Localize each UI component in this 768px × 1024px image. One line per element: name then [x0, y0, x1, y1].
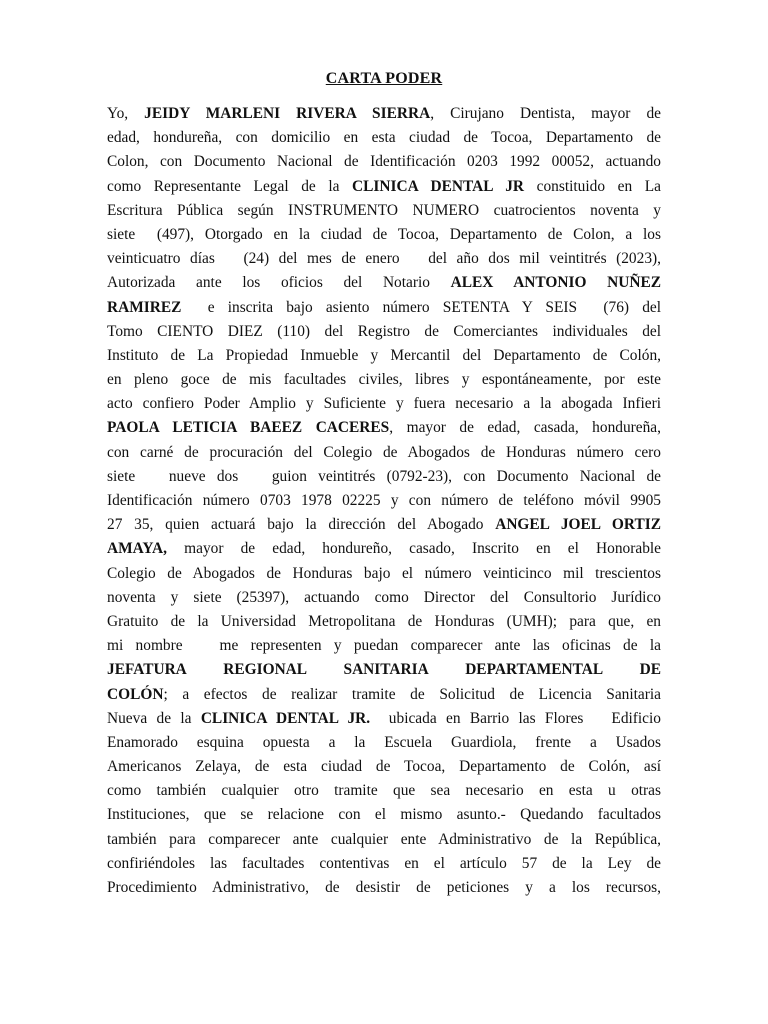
text-run: Colegio de Abogados de Honduras bajo el número veinticinco mil trescientos	[107, 564, 661, 582]
text-line	[107, 634, 661, 658]
text-run: Instituciones, que se relacione con el mismo asunto.- Quedando facultados	[107, 806, 661, 824]
text-line	[107, 223, 661, 247]
text-line	[107, 368, 661, 392]
text-line	[107, 247, 661, 271]
text-run: mayor de edad, hondureño, casado, Inscrito en el Honorable	[167, 540, 661, 558]
text-run: siete (497), Otorgado en la ciudad de Tocoa, Departamento de Colon, a los	[107, 225, 661, 243]
bold-text-run: ANGEL JOEL ORTIZ	[495, 516, 661, 534]
text-line	[107, 175, 661, 199]
text-run: Procedimiento Administrativo, de desistir de peticiones y a los recursos,	[107, 879, 661, 896]
text-run: 27 35, quien actuará bajo la dirección del Abogado	[107, 516, 496, 534]
text-line	[107, 852, 661, 876]
bold-text-run: JEFATURA REGIONAL SANITARIA DEPARTAMENTAL DE	[107, 661, 661, 679]
text-line	[107, 779, 661, 803]
document-body	[107, 102, 661, 900]
text-line	[107, 416, 661, 440]
text-line	[107, 296, 661, 320]
text-line	[107, 562, 661, 586]
text-run: constituido en La	[524, 177, 661, 195]
text-line	[107, 731, 661, 755]
text-line	[107, 465, 661, 489]
text-run: confiriéndoles las facultades contentivas en el artículo 57 de la Ley de	[107, 854, 661, 872]
text-run: Escritura Pública según INSTRUMENTO NUMERO cuatrocientos noventa y	[107, 201, 661, 219]
document-title: CARTA PODER	[325, 70, 443, 87]
text-run: , mayor de edad, casada, hondureña,	[389, 419, 661, 437]
text-line	[107, 586, 661, 610]
text-run: ; a efectos de realizar tramite de Solicitud de Licencia Sanitaria	[163, 685, 661, 703]
text-run: noventa y siete (25397), actuando como Director del Consultorio Jurídico	[107, 588, 661, 606]
text-run: ubicada en Barrio las Flores Edificio	[370, 709, 661, 727]
text-line	[107, 126, 661, 150]
text-run: acto confiero Poder Amplio y Suficiente y fuera necesario a la abogada Infieri	[107, 395, 661, 413]
bold-text-run: RAMIREZ	[107, 298, 182, 316]
text-line	[107, 755, 661, 779]
bold-text-run: PAOLA LETICIA BAEEZ CACERES	[107, 419, 390, 437]
text-run: Tomo CIENTO DIEZ (110) del Registro de Comerciantes individuales del	[107, 322, 661, 340]
text-line	[107, 199, 661, 223]
text-line	[107, 537, 661, 561]
text-run: siete nueve dos guion veintitrés (0792-23), con Documento Nacional de	[107, 467, 661, 485]
text-run: como Representante Legal de la	[107, 177, 353, 195]
text-line	[107, 392, 661, 416]
text-line	[107, 513, 661, 537]
text-line	[107, 441, 661, 465]
text-line	[107, 102, 661, 126]
text-run: Instituto de La Propiedad Inmueble y Mercantil del Departamento de Colón,	[107, 346, 661, 364]
text-run: , Cirujano Dentista, mayor de	[430, 105, 661, 122]
text-run: también para comparecer ante cualquier ente Administrativo de la República,	[107, 830, 661, 848]
text-run: mi nombre me representen y puedan comparecer ante las oficinas de la	[107, 637, 661, 655]
text-run: Gratuito de la Universidad Metropolitana de Honduras (UMH); para que, en	[107, 612, 661, 630]
text-run: Americanos Zelaya, de esta ciudad de Tocoa, Departamento de Colón, así	[107, 758, 661, 776]
bold-text-run: CLINICA DENTAL JR	[352, 177, 525, 195]
text-run: veinticuatro días (24) del mes de enero del año dos mil veintitrés (2023),	[107, 250, 661, 268]
text-run: como también cualquier otro tramite que sea necesario en esta u otras	[107, 782, 661, 800]
text-run: Colon, con Documento Nacional de Identificación 0203 1992 00052, actuando	[107, 153, 661, 171]
text-line	[107, 344, 661, 368]
text-run: Autorizada ante los oficios del Notario	[107, 274, 451, 292]
text-run: Enamorado esquina opuesta a la Escuela Guardiola, frente a Usados	[107, 733, 661, 751]
text-line	[107, 803, 661, 827]
text-line	[107, 707, 661, 731]
text-run: Nueva de la	[107, 709, 201, 727]
text-line	[107, 828, 661, 852]
text-line	[107, 610, 661, 634]
text-line	[107, 320, 661, 344]
text-line	[107, 271, 661, 295]
text-run: e inscrita bajo asiento número SETENTA Y SEIS (76) del	[181, 298, 661, 316]
text-line	[107, 683, 661, 707]
text-run: Yo,	[107, 105, 145, 122]
text-run: edad, hondureña, con domicilio en esta ciudad de Tocoa, Departamento de	[107, 129, 661, 147]
text-line	[107, 658, 661, 682]
text-run: en pleno goce de mis facultades civiles, libres y espontáneamente, por este	[107, 371, 661, 389]
bold-text-run: COLÓN	[107, 685, 164, 703]
text-line	[107, 489, 661, 513]
bold-text-run: JEIDY MARLENI RIVERA SIERRA	[144, 105, 431, 122]
bold-text-run: CLINICA DENTAL JR.	[200, 709, 371, 727]
text-run: Identificación número 0703 1978 02225 y con número de teléfono móvil 9905	[107, 492, 661, 509]
text-line	[107, 876, 661, 900]
text-run: con carné de procuración del Colegio de Abogados de Honduras número cero	[107, 443, 661, 461]
bold-text-run: ALEX ANTONIO NUÑEZ	[450, 274, 661, 292]
bold-text-run: AMAYA,	[107, 540, 168, 558]
text-line	[107, 150, 661, 174]
